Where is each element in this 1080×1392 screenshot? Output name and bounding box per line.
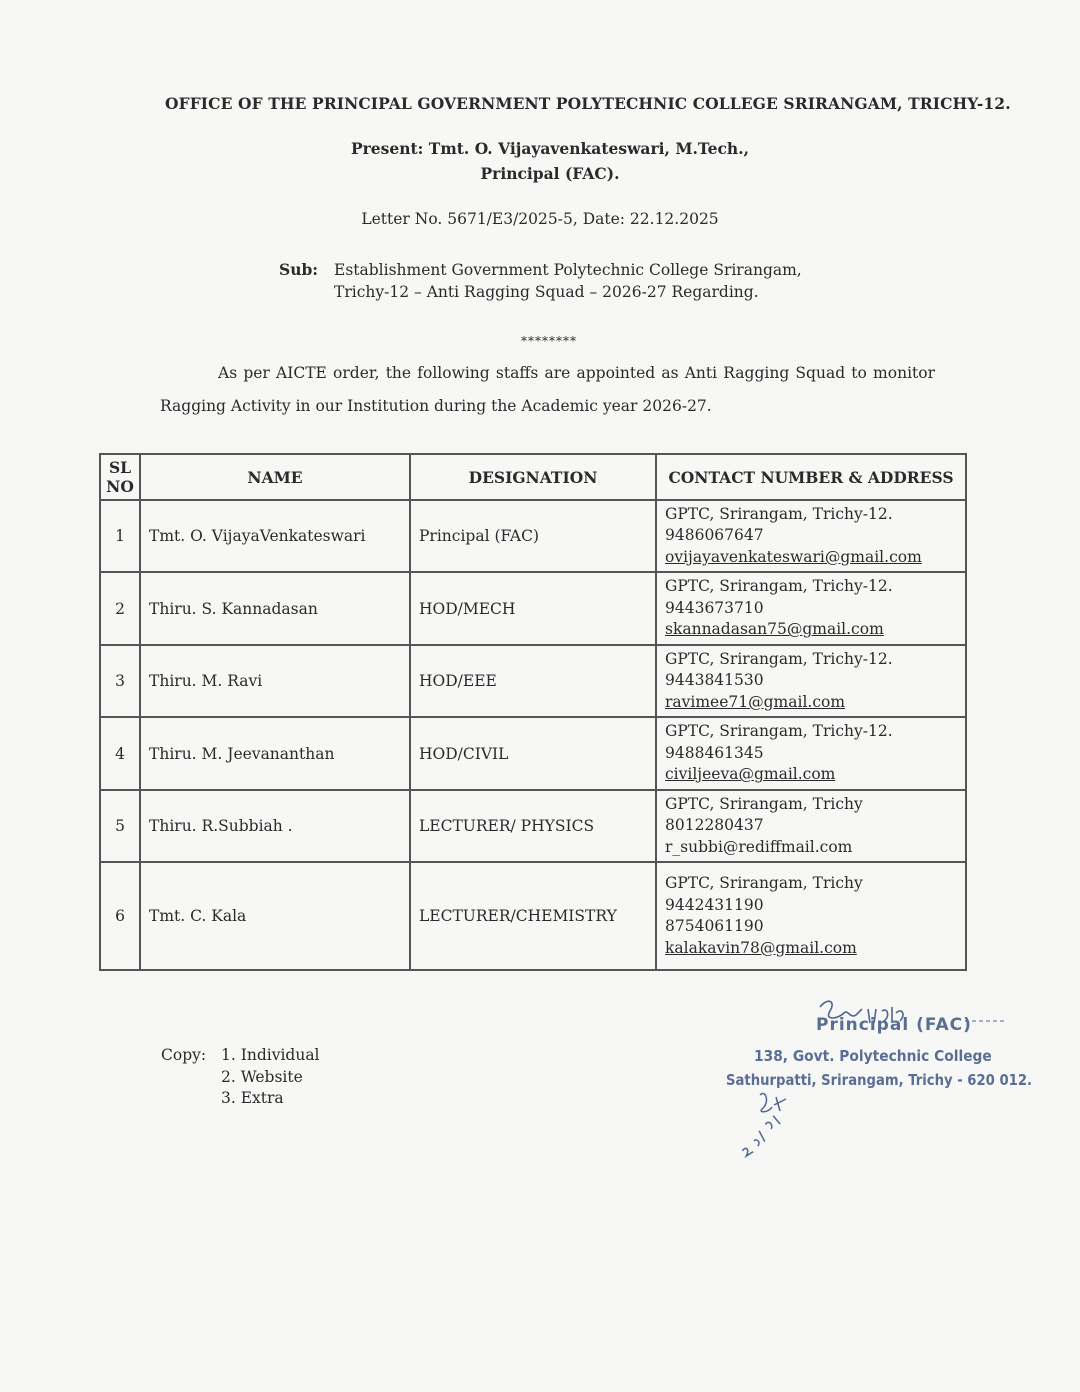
letter-reference: Letter No. 5671/E3/2025-5, Date: 22.12.2025 [361,210,719,228]
table-row [100,790,966,862]
row-address: GPTC, Srirangam, Trichy-12. [665,504,893,523]
row-phone-2: 8754061190 [665,917,764,935]
row-name: Thiru. M. Jeevananthan [140,717,410,790]
present-block [0,136,1080,186]
stamp-title: Principal (FAC) [816,1015,972,1035]
row-name: Thiru. S. Kannadasan [140,572,410,645]
present-name: Present: Tmt. O. Vijayavenkateswari, M.Tech., [350,139,749,158]
row-address: GPTC, Srirangam, Trichy-12. [665,722,893,741]
header-contact: CONTACT NUMBER & ADDRESS [656,454,966,500]
row-address: GPTC, Srirangam, Trichy [665,794,863,813]
row-sl: 1 [100,500,140,572]
body-paragraph [160,357,935,423]
row-email[interactable]: skannadasan75@gmail.com [665,620,884,639]
subject-block [279,259,854,303]
table-row [100,500,966,572]
row-sl: 5 [100,790,140,862]
copy-list [221,1045,320,1110]
row-name: Thiru. M. Ravi [140,645,410,717]
body-line-2: Ragging Activity in our Institution during the Academic year 2026-27. [160,397,712,415]
row-designation: LECTURER/CHEMISTRY [410,862,656,970]
row-contact [656,500,966,572]
office-heading: OFFICE OF THE PRINCIPAL GOVERNMENT POLYTECHNIC COLLEGE SRIRANGAM, TRICHY-12. [165,94,1011,113]
list-item: 3. Extra [221,1089,284,1107]
row-address: GPTC, Srirangam, Trichy [665,874,863,892]
subject-line-2: Trichy-12 – Anti Ragging Squad – 2026-27 Regarding. [334,283,759,301]
table-row [100,572,966,645]
squad-table [99,453,967,971]
copy-to-block [161,1045,320,1110]
row-contact [656,572,966,645]
row-contact [656,862,966,970]
row-phone: 8012280437 [665,816,764,835]
header-designation: DESIGNATION [410,454,656,500]
row-email[interactable]: kalakavin78@gmail.com [665,938,857,957]
row-designation: LECTURER/ PHYSICS [410,790,656,862]
separator: ******** [521,334,577,348]
subject-label: Sub: [279,260,319,279]
stamp-line-2: Sathurpatti, Srirangam, Trichy - 620 012. [726,1071,1033,1089]
row-phone: 9488461345 [665,743,764,762]
subject-line-1: Establishment Government Polytechnic College Srirangam, [334,261,802,279]
row-name: Thiru. R.Subbiah . [140,790,410,862]
row-phone: 9442431190 [665,895,764,914]
principal-stamp [720,995,1033,1165]
row-name: Tmt. C. Kala [140,862,410,970]
row-name: Tmt. O. VijayaVenkateswari [140,500,410,572]
header-sl: SL NO [100,454,140,500]
row-address: GPTC, Srirangam, Trichy-12. [665,649,893,668]
table-row [100,717,966,790]
table-row [100,645,966,717]
row-designation: HOD/EEE [410,645,656,717]
row-sl: 6 [100,862,140,970]
row-email[interactable]: r_subbi@rediffmail.com [665,837,853,856]
row-address: GPTC, Srirangam, Trichy-12. [665,577,893,596]
copy-label: Copy: [161,1046,207,1064]
row-sl: 2 [100,572,140,645]
row-designation: Principal (FAC) [410,500,656,572]
row-email[interactable]: ovijayavenkateswari@gmail.com [665,547,922,566]
present-designation: Principal (FAC). [480,164,620,183]
row-designation: HOD/CIVIL [410,717,656,790]
row-phone: 9443841530 [665,671,764,690]
row-designation: HOD/MECH [410,572,656,645]
row-phone: 9486067647 [665,526,764,545]
list-item: 1. Individual [221,1046,320,1064]
row-contact [656,645,966,717]
row-email[interactable]: ravimee71@gmail.com [665,692,846,711]
row-phone: 9443673710 [665,598,764,617]
body-line-1: As per AICTE order, the following staffs are appointed as Anti Ragging Squad to monitor [218,364,935,382]
row-sl: 3 [100,645,140,717]
stamp-line-1: 138, Govt. Polytechnic College [754,1047,992,1065]
header-name: NAME [140,454,410,500]
list-item: 2. Website [221,1067,303,1086]
row-email[interactable]: civiljeeva@gmail.com [665,765,836,784]
row-contact [656,717,966,790]
table-row [100,862,966,970]
table-header-row [100,454,966,500]
row-contact [656,790,966,862]
row-sl: 4 [100,717,140,790]
